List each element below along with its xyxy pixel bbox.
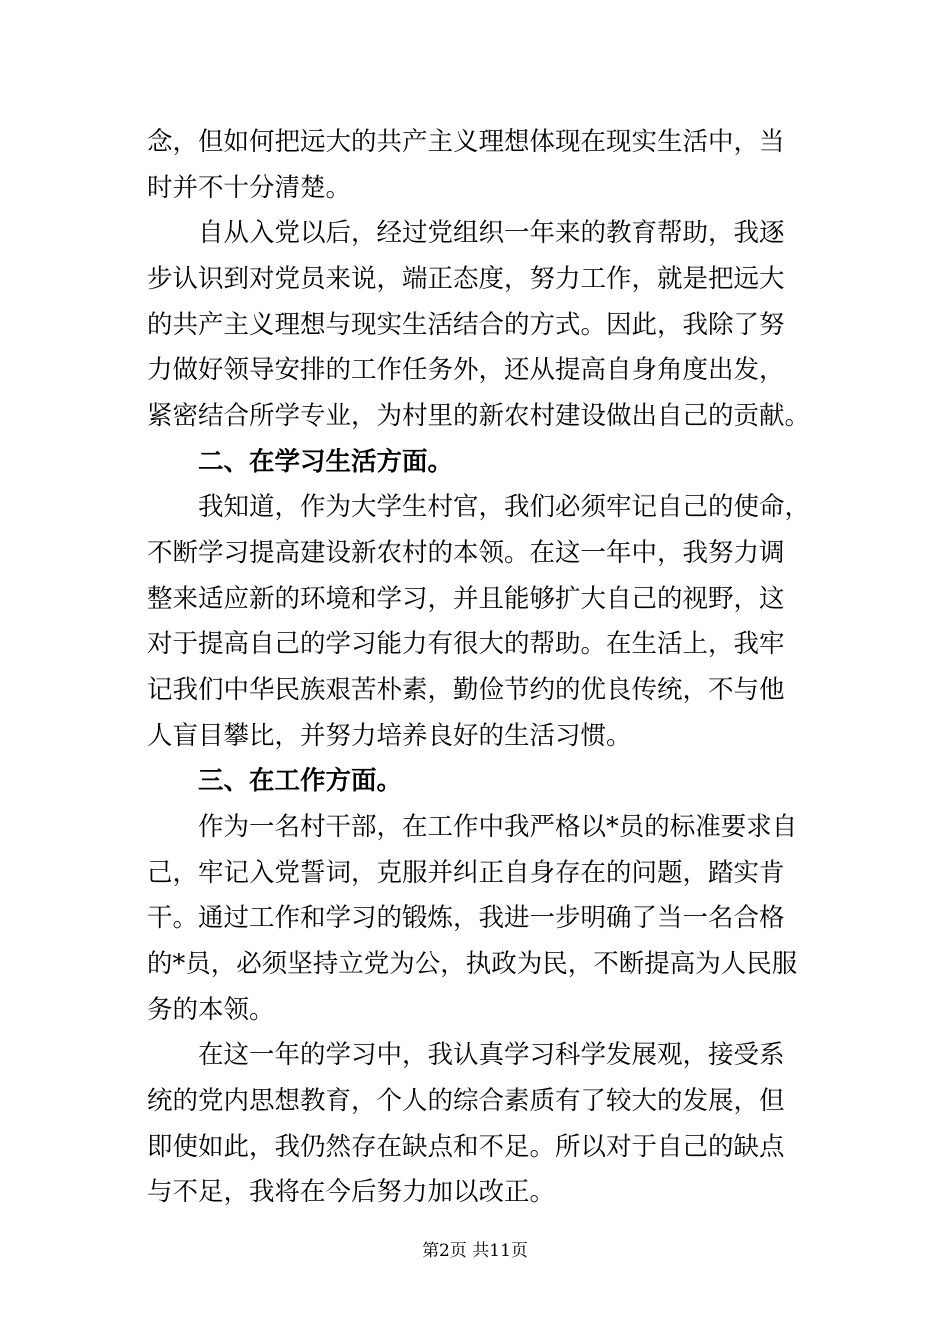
paragraph-line: 即使如此，我仍然存在缺点和不足。所以对于自己的缺点 [147,1132,785,1162]
paragraph-line: 我知道，作为大学生村官，我们必须牢记自己的使命， [147,492,811,522]
paragraph-line: 不断学习提高建设新农村的本领。在这一年中，我努力调 [147,538,785,568]
paragraph-line: 对于提高自己的学习能力有很大的帮助。在生活上，我牢 [147,629,785,659]
paragraph-line: 在这一年的学习中，我认真学习科学发展观，接受系 [147,1040,785,1070]
section-heading-study-life: 二、在学习生活方面。 [147,447,454,477]
page-number-footer: 第2页 共11页 [422,1241,528,1261]
paragraph-line: 的共产主义理想与现实生活结合的方式。因此，我除了努 [147,310,785,340]
paragraph-line: 的*员，必须坚持立党为公，执政为民，不断提高为人民服 [147,949,798,979]
paragraph-line: 步认识到对党员来说，端正态度，努力工作，就是把远大 [147,264,785,294]
paragraph-line: 整来适应新的环境和学习，并且能够扩大自己的视野，这 [147,584,785,614]
paragraph-line: 念，但如何把远大的共产主义理想体现在现实生活中，当 [147,127,785,157]
paragraph-line: 务的本领。 [147,995,275,1025]
paragraph-line: 紧密结合所学专业，为村里的新农村建设做出自己的贡献。 [147,401,811,431]
paragraph-line: 自从入党以后，经过党组织一年来的教育帮助，我逐 [147,218,785,248]
paragraph-line: 时并不十分清楚。 [147,173,352,203]
paragraph-line: 统的党内思想教育，个人的综合素质有了较大的发展，但 [147,1086,785,1116]
paragraph-line: 记我们中华民族艰苦朴素，勤俭节约的优良传统，不与他 [147,675,785,705]
section-heading-work: 三、在工作方面。 [147,766,403,796]
paragraph-line: 人盲目攀比，并努力培养良好的生活习惯。 [147,721,632,751]
paragraph-line: 力做好领导安排的工作任务外，还从提高自身角度出发， [147,355,785,385]
paragraph-line: 己，牢记入党誓词，克服并纠正自身存在的问题，踏实肯 [147,858,785,888]
paragraph-line: 与不足，我将在今后努力加以改正。 [147,1177,556,1207]
paragraph-line: 干。通过工作和学习的锻炼，我进一步明确了当一名合格 [147,903,785,933]
paragraph-line: 作为一名村干部，在工作中我严格以*员的标准要求自 [147,812,798,842]
